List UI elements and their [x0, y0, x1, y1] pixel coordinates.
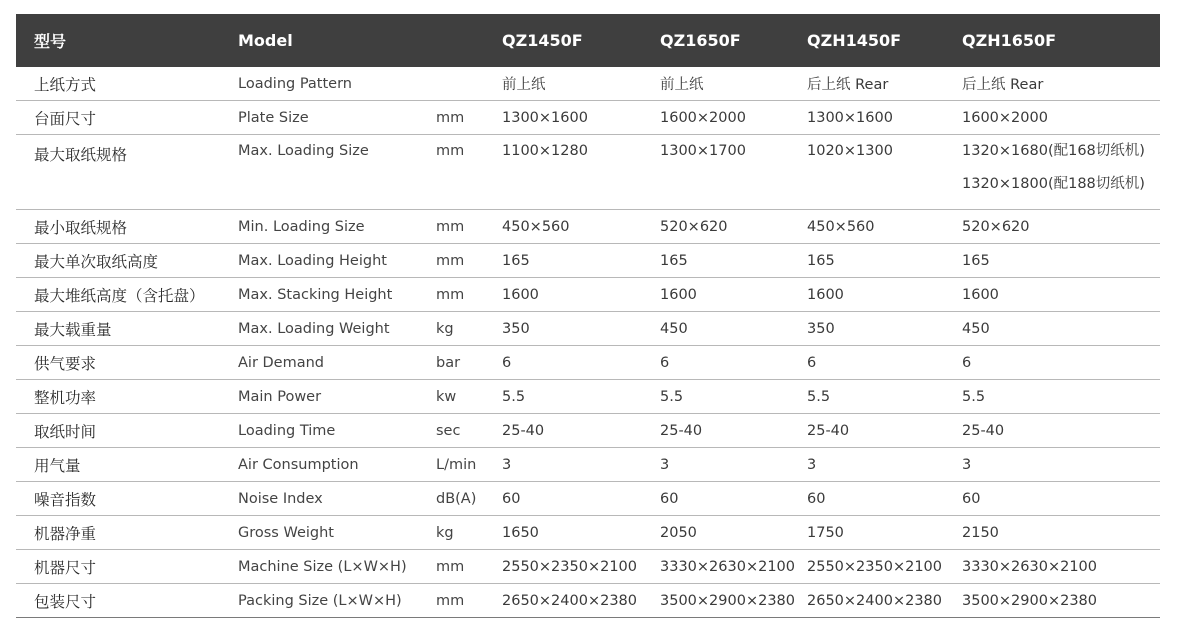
- row-value-model-3: 450×560: [807, 210, 962, 244]
- table-row: [16, 550, 1160, 584]
- row-label-cn: 最大载重量: [16, 312, 238, 346]
- table-row: [16, 482, 1160, 516]
- table-row: [16, 210, 1160, 244]
- row-value-model-4: 6: [962, 346, 1160, 380]
- row-label-cn: 机器净重: [16, 516, 238, 550]
- row-value-model-2: 25-40: [660, 414, 807, 448]
- row-label-en: Gross Weight: [238, 516, 436, 550]
- row-unit: L/min: [436, 448, 502, 482]
- row-unit: mm: [436, 278, 502, 312]
- row-value-model-3: 后上纸 Rear: [807, 67, 962, 101]
- table-row: [16, 414, 1160, 448]
- row-unit: bar: [436, 346, 502, 380]
- row-unit: [436, 67, 502, 101]
- row-value-model-4: 1600: [962, 278, 1160, 312]
- row-value-model-1: 5.5: [502, 380, 660, 414]
- row-label-cn: 最小取纸规格: [16, 210, 238, 244]
- row-value-model-3: 350: [807, 312, 962, 346]
- row-label-en: Packing Size (L×W×H): [238, 584, 436, 618]
- row-unit: mm: [436, 101, 502, 135]
- row-value-model-4: 3: [962, 448, 1160, 482]
- row-value-model-3: 2550×2350×2100: [807, 550, 962, 584]
- spec-table-header: [16, 14, 1160, 67]
- table-row: [16, 584, 1160, 618]
- row-label-en: Max. Loading Size: [238, 135, 436, 210]
- row-unit: mm: [436, 244, 502, 278]
- row-value-model-1: 450×560: [502, 210, 660, 244]
- row-value-model-1: 25-40: [502, 414, 660, 448]
- row-value-model-3: 3: [807, 448, 962, 482]
- row-value-model-4: 3330×2630×2100: [962, 550, 1160, 584]
- row-value-model-3: 1600: [807, 278, 962, 312]
- header-model-cn: 型号: [16, 14, 238, 67]
- row-value-model-2: 2050: [660, 516, 807, 550]
- row-label-cn: 台面尺寸: [16, 101, 238, 135]
- row-value-model-4: 5.5: [962, 380, 1160, 414]
- row-label-en: Noise Index: [238, 482, 436, 516]
- table-row: [16, 346, 1160, 380]
- row-label-en: Max. Loading Weight: [238, 312, 436, 346]
- row-value-model-1: 350: [502, 312, 660, 346]
- table-row: [16, 101, 1160, 135]
- row-label-cn: 机器尺寸: [16, 550, 238, 584]
- row-value-model-4: 520×620: [962, 210, 1160, 244]
- table-row: [16, 312, 1160, 346]
- row-unit: mm: [436, 210, 502, 244]
- row-value-model-2: 3500×2900×2380: [660, 584, 807, 618]
- row-label-cn: 噪音指数: [16, 482, 238, 516]
- row-unit: dB(A): [436, 482, 502, 516]
- row-value-model-4: 1600×2000: [962, 101, 1160, 135]
- row-label-cn: 整机功率: [16, 380, 238, 414]
- row-label-en: Max. Loading Height: [238, 244, 436, 278]
- row-label-cn: 包装尺寸: [16, 584, 238, 618]
- spec-table: [16, 14, 1160, 618]
- row-unit: mm: [436, 135, 502, 210]
- row-label-cn: 取纸时间: [16, 414, 238, 448]
- row-value-model-3: 2650×2400×2380: [807, 584, 962, 618]
- row-value-model-2: 3330×2630×2100: [660, 550, 807, 584]
- row-unit: mm: [436, 550, 502, 584]
- row-value-line: 1320×1800(配188切纸机): [962, 176, 1145, 192]
- header-unit: [436, 14, 502, 67]
- row-label-en: Main Power: [238, 380, 436, 414]
- row-value-model-3: 1750: [807, 516, 962, 550]
- row-value-model-1: 1600: [502, 278, 660, 312]
- row-value-model-2: 60: [660, 482, 807, 516]
- row-value-model-1: 60: [502, 482, 660, 516]
- table-row: [16, 448, 1160, 482]
- row-value-model-1: 165: [502, 244, 660, 278]
- row-value-model-2: 1600: [660, 278, 807, 312]
- row-value-model-3: 5.5: [807, 380, 962, 414]
- row-value-line: 1320×1680(配168切纸机): [962, 143, 1145, 159]
- header-model-1: QZ1450F: [502, 14, 660, 67]
- table-row: [16, 67, 1160, 101]
- row-value-model-1: 前上纸: [502, 67, 660, 101]
- table-row: [16, 278, 1160, 312]
- row-value-model-1: 3: [502, 448, 660, 482]
- row-value-model-1: 1650: [502, 516, 660, 550]
- row-value-model-4: 165: [962, 244, 1160, 278]
- header-row: [16, 14, 1160, 67]
- row-value-model-3: 6: [807, 346, 962, 380]
- row-label-en: Air Consumption: [238, 448, 436, 482]
- header-model-4: QZH1650F: [962, 14, 1160, 67]
- row-value-model-3: 25-40: [807, 414, 962, 448]
- row-label-en: Plate Size: [238, 101, 436, 135]
- row-value-model-3: 1300×1600: [807, 101, 962, 135]
- row-unit: kg: [436, 516, 502, 550]
- row-label-cn: 用气量: [16, 448, 238, 482]
- row-value-model-2: 6: [660, 346, 807, 380]
- row-label-en: Air Demand: [238, 346, 436, 380]
- row-value-model-3: 1020×1300: [807, 135, 962, 210]
- row-unit: kg: [436, 312, 502, 346]
- row-value-model-1: 2550×2350×2100: [502, 550, 660, 584]
- row-value-model-2: 1600×2000: [660, 101, 807, 135]
- row-value-model-2: 5.5: [660, 380, 807, 414]
- row-label-en: Machine Size (L×W×H): [238, 550, 436, 584]
- row-value-model-2: 前上纸: [660, 67, 807, 101]
- row-value-model-2: 450: [660, 312, 807, 346]
- row-value-model-4: 3500×2900×2380: [962, 584, 1160, 618]
- header-model-en: Model: [238, 14, 436, 67]
- row-label-en: Min. Loading Size: [238, 210, 436, 244]
- table-row: [16, 244, 1160, 278]
- row-label-cn: 最大堆纸高度（含托盘）: [16, 278, 238, 312]
- row-value-model-3: 60: [807, 482, 962, 516]
- row-unit: kw: [436, 380, 502, 414]
- row-label-en: Loading Time: [238, 414, 436, 448]
- row-value-model-4: 后上纸 Rear: [962, 67, 1160, 101]
- row-label-cn: 上纸方式: [16, 67, 238, 101]
- header-model-2: QZ1650F: [660, 14, 807, 67]
- row-label-cn: 最大单次取纸高度: [16, 244, 238, 278]
- row-value-model-2: 165: [660, 244, 807, 278]
- row-value-model-1: 6: [502, 346, 660, 380]
- row-value-model-1: 1300×1600: [502, 101, 660, 135]
- table-row: [16, 380, 1160, 414]
- row-value-model-4: 60: [962, 482, 1160, 516]
- row-label-cn: 最大取纸规格: [16, 135, 238, 210]
- table-row: [16, 516, 1160, 550]
- spec-table-body: [16, 67, 1160, 618]
- row-unit: sec: [436, 414, 502, 448]
- row-label-en: Max. Stacking Height: [238, 278, 436, 312]
- row-unit: mm: [436, 584, 502, 618]
- row-value-model-1: 2650×2400×2380: [502, 584, 660, 618]
- row-value-model-4: 25-40: [962, 414, 1160, 448]
- row-label-en: Loading Pattern: [238, 67, 436, 101]
- row-value-model-1: 1100×1280: [502, 135, 660, 210]
- row-value-model-4: 450: [962, 312, 1160, 346]
- row-value-model-2: 520×620: [660, 210, 807, 244]
- row-value-model-3: 165: [807, 244, 962, 278]
- row-value-model-4: 2150: [962, 516, 1160, 550]
- row-value-model-2: 1300×1700: [660, 135, 807, 210]
- row-value-model-2: 3: [660, 448, 807, 482]
- row-label-cn: 供气要求: [16, 346, 238, 380]
- table-row: [16, 135, 1160, 210]
- header-model-3: QZH1450F: [807, 14, 962, 67]
- row-value-model-4: [962, 135, 1160, 210]
